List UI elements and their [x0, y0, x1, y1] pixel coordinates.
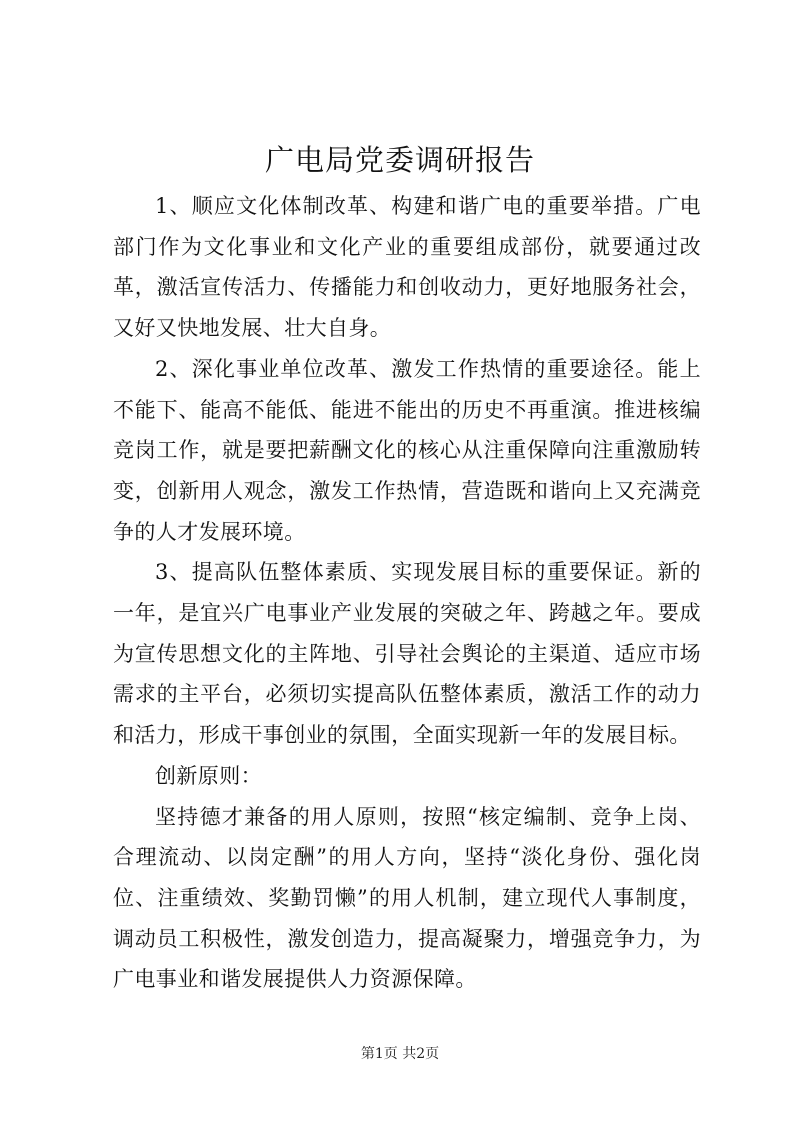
page-title: 广电局党委调研报告	[264, 143, 535, 177]
document-body	[113, 186, 701, 1000]
paragraph-3: 3、提高队伍整体素质、实现发展目标的重要保证。新的一年，是宜兴广电事业产业发展的突破之年、跨越之年。要成为宣传思想文化的主阵地、引导社会舆论的主渠道、适应市场需求的主平台，必须切实提高队伍整体素质，激活工作的动力和活力，形成干事创业的氛围，全面实现新一年的发展目标。	[113, 560, 701, 748]
paragraph-4: 坚持德才兼备的用人原则，按照“核定编制、竞争上岗、合理流动、以岗定酬”的用人方向，坚持“淡化身份、强化岗位、注重绩效、奖勤罚懒”的用人机制，建立现代人事制度，调动员工积极性，激发创造力，提高凝聚力，增强竞争力，为广电事业和谐发展提供人力资源保障。	[113, 804, 701, 992]
paragraph-2: 2、深化事业单位改革、激发工作热情的重要途径。能上不能下、能高不能低、能进不能出的历史不再重演。推进核编竞岗工作，就是要把薪酬文化的核心从注重保障向注重激励转变，创新用人观念，激发工作热情，营造既和谐向上又充满竞争的人才发展环境。	[113, 356, 701, 544]
page-footer: 第1页 共2页	[360, 1046, 440, 1062]
paragraph-1: 1、顺应文化体制改革、构建和谐广电的重要举措。广电部门作为文化事业和文化产业的重要组成部份，就要通过改革，激活宣传活力、传播能力和创收动力，更好地服务社会，又好又快地发展、壮大自身。	[113, 194, 701, 341]
section-heading: 创新原则：	[155, 763, 262, 788]
